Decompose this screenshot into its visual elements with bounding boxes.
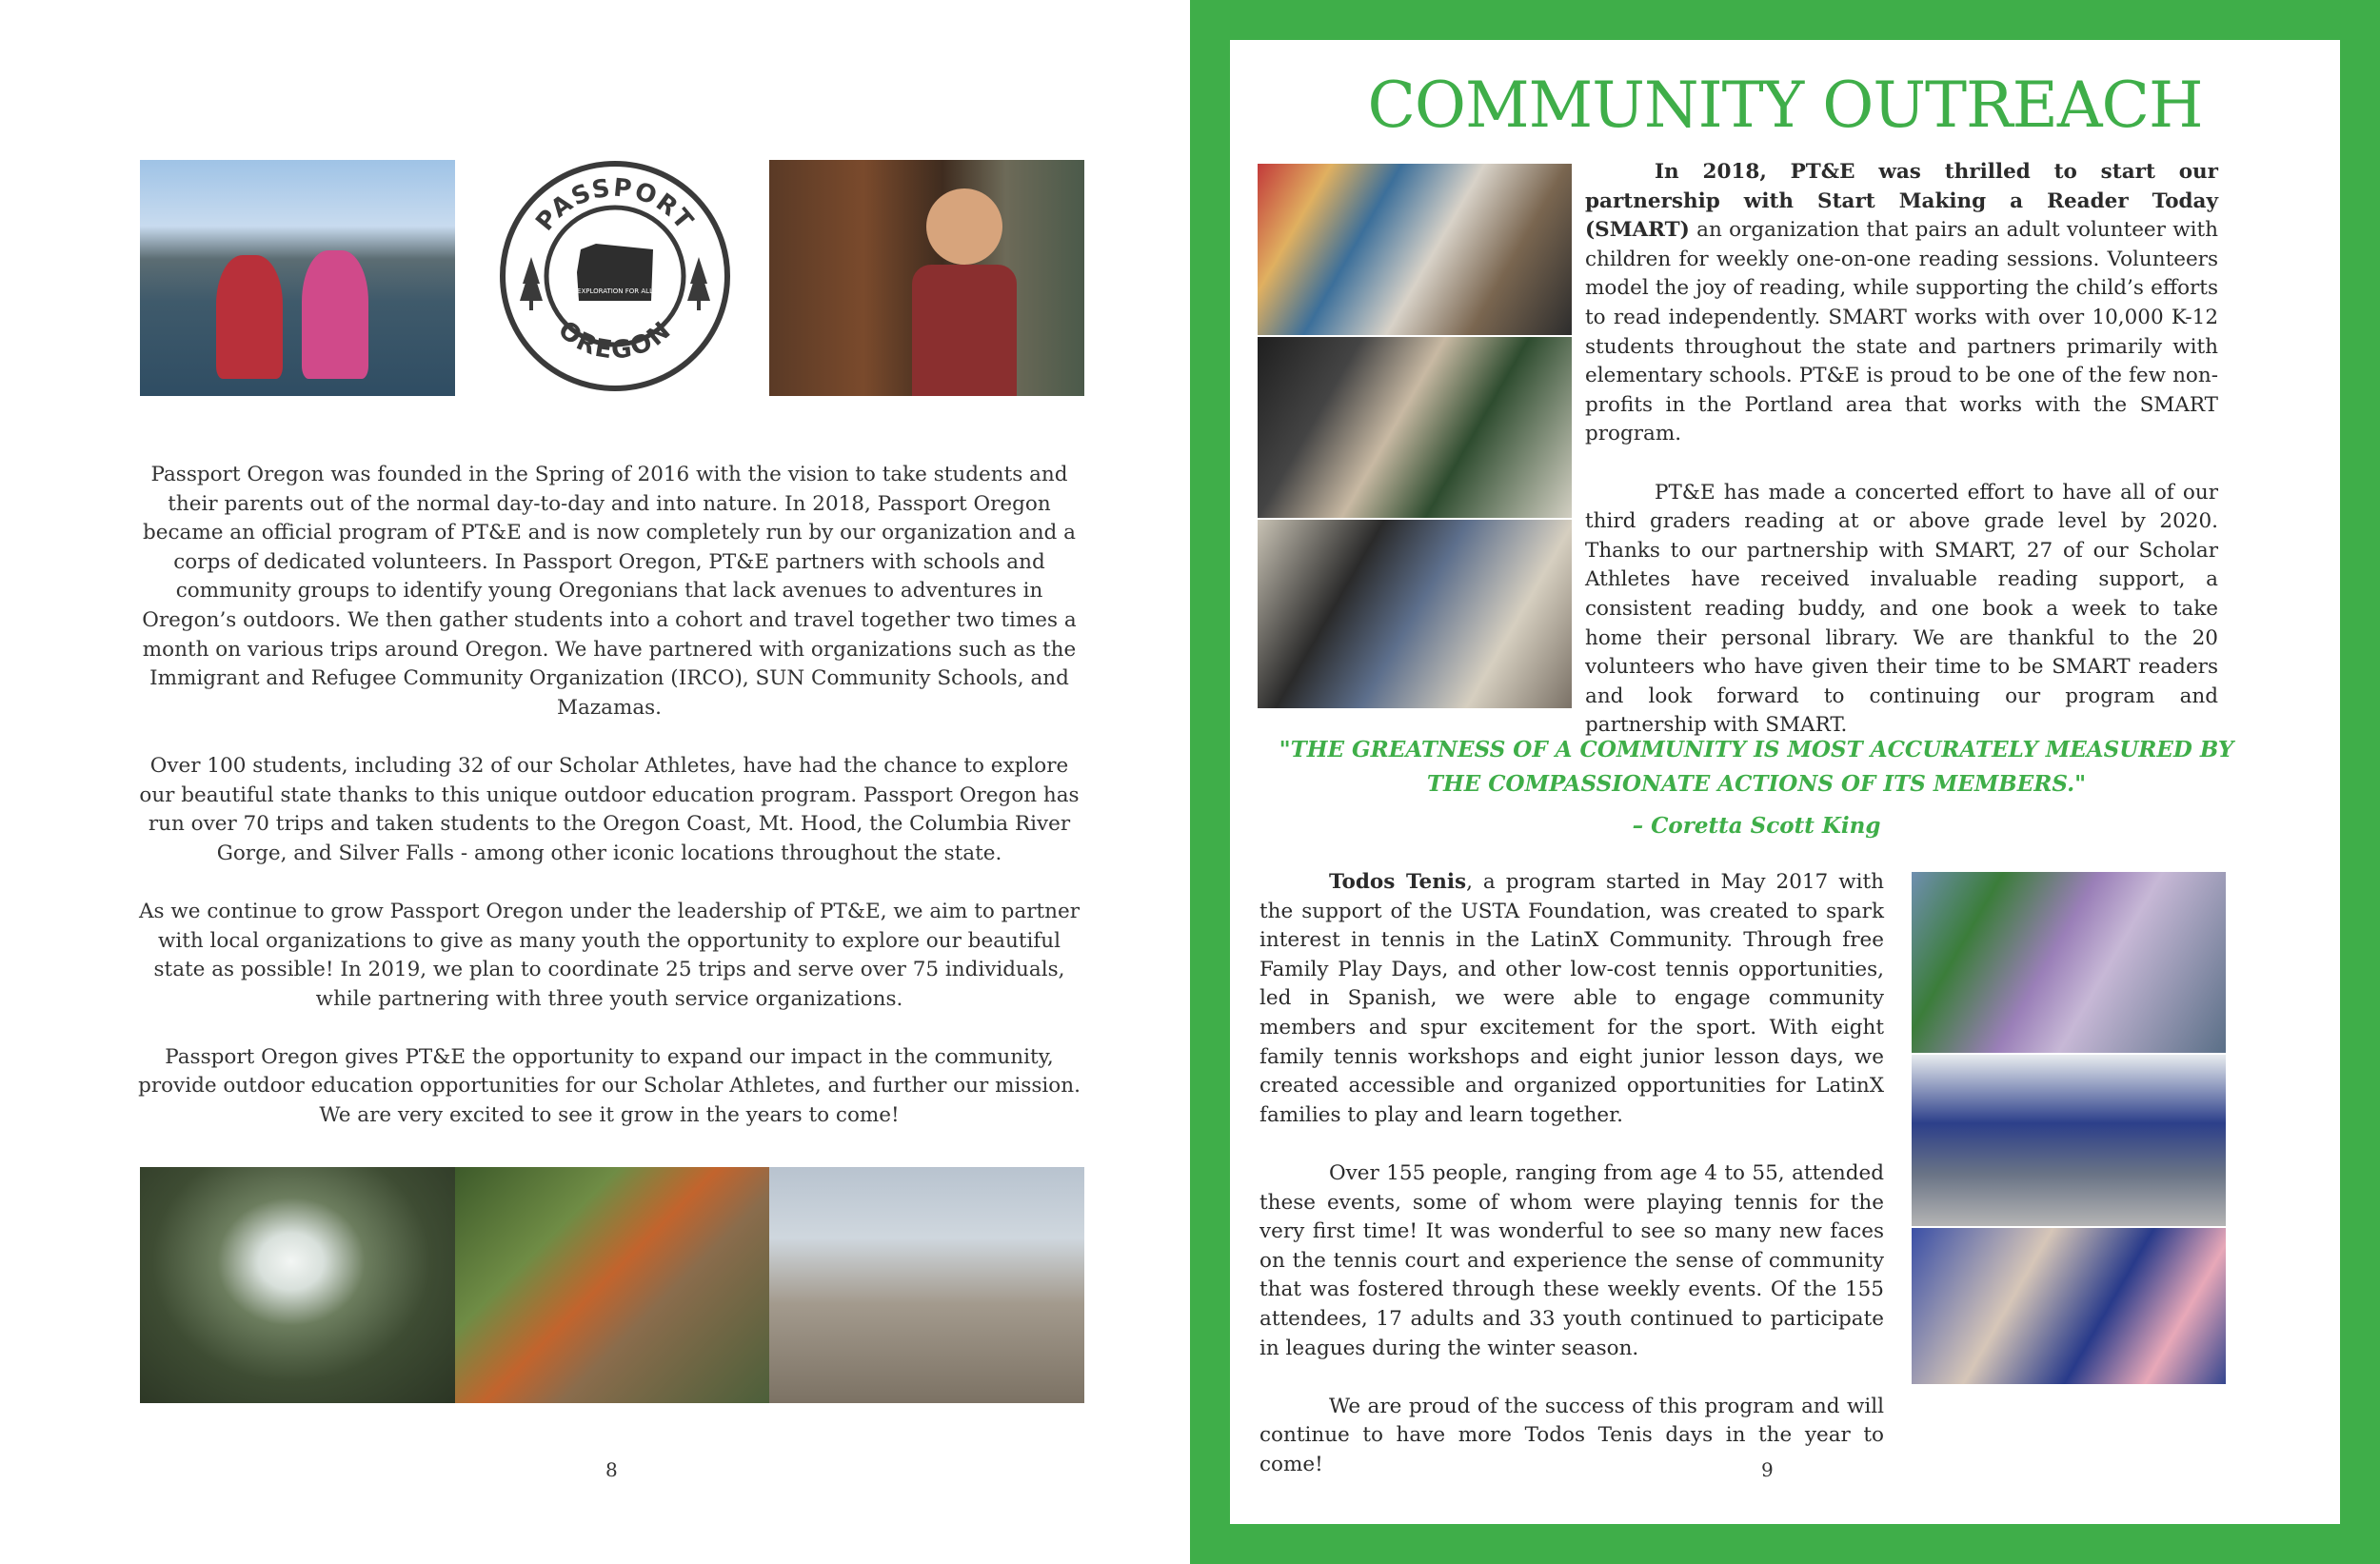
stamp-tagline: EXPLORATION FOR ALL xyxy=(577,287,653,295)
left-paragraph-4: Passport Oregon gives PT&E the opportunity to expand our impact in the community, provide outdoor education opportunities for our Scholar Athletes, and further our mission. We are very excited to see it grow in the years to come! xyxy=(138,1044,1081,1128)
stamp-bottom-text: OREGON xyxy=(552,315,678,366)
smart-intro-rest: an organization that pairs an adult volunteer with children for weekly one-on-one reading sessions. Volunteers model the joy of reading, while supporting the child’s efforts to read independently. SMART works with over 10,000 K-12 students throughout the state and partners primarily with elementary schools. PT&E is proud to be one of the few non-profits in the Portland area that works with the SMART program. xyxy=(1585,218,2218,446)
smart-text xyxy=(1585,158,2218,741)
photo-tennis-kids xyxy=(1912,1228,2226,1384)
quote-text: "THE GREATNESS OF A COMMUNITY IS MOST ACCURATELY MEASURED BY THE COMPASSIONATE ACTIONS OF ITS MEMBERS." xyxy=(1279,737,2234,797)
pine-tree-right-icon xyxy=(687,257,710,310)
photo-waterfall xyxy=(140,1167,455,1403)
photo-lake-meditation xyxy=(140,160,455,396)
passport-oregon-logo xyxy=(497,158,733,394)
tennis-paragraph-2: Over 155 people, ranging from age 4 to 55, attended these events, some of whom were playing tennis for the very first time! It was wonderful to see so many new faces on the tennis court and experience the sense of community that was fostered through these weekly events. Of the 155 attendees, 17 adults and 33 youth continued to participate in leagues during the winter season. xyxy=(1259,1160,1884,1360)
page-number-left: 8 xyxy=(605,1458,618,1481)
photo-smart-reading-3 xyxy=(1258,520,1572,708)
left-paragraph-1: Passport Oregon was founded in the Spring of 2016 with the vision to take students and their parents out of the normal day-to-day and into nature. In 2018, Passport Oregon became an official program of PT&E and is now completely run by our organization and a corps of dedicated volunteers. In Passport Oregon, PT&E partners with schools and community groups to identify young Oregonians that lack avenues to adventures in Oregon’s outdoors. We then gather students into a cohort and travel together two times a month on various trips around Oregon. We have partnered with organizations such as the Immigrant and Refugee Community Organization (IRCO), SUN Community Schools, and Mazamas. xyxy=(142,463,1077,720)
smart-paragraph-2: PT&E has made a concerted effort to have all of our third graders reading at or above grade level by 2020. Thanks to our partnership with SMART, 27 of our Scholar Athletes have received invaluable reading support, a consistent reading buddy, and one book a week to take home their personal library. We are thankful to the 20 volunteers who have given their time to be SMART readers and look forward to continuing our program and partnership with SMART. xyxy=(1585,480,2218,738)
community-outreach-heading: COMMUNITY OUTREACH xyxy=(1367,69,2203,142)
todos-tenis-text xyxy=(1259,868,1884,1479)
photo-tennis-family-day xyxy=(1912,1055,2226,1226)
left-paragraph-3: As we continue to grow Passport Oregon under the leadership of PT&E, we aim to partner with local organizations to give as many youth the opportunity to explore our beautiful state as possible! In 2019, we plan to coordinate 25 trips and serve over 75 individuals, while partnering with three youth service organizations. xyxy=(138,899,1080,1011)
todos-tenis-bold: Todos Tenis xyxy=(1329,870,1467,894)
photo-tennis-girl xyxy=(1912,872,2226,1053)
right-page xyxy=(1190,0,2380,1564)
page-number-right: 9 xyxy=(1761,1458,1774,1481)
stamp-top-text: PASSPORT xyxy=(530,173,700,237)
pine-tree-left-icon xyxy=(520,257,543,310)
smart-intro-bold: In 2018, PT&E was thrilled to start our partnership with Start Making a Reader Today (SMART) xyxy=(1585,160,2218,243)
tennis-paragraph-3: We are proud of the success of this program and will continue to have more Todos Tenis days in the year to come! xyxy=(1259,1394,1884,1476)
todos-tenis-rest: , a program started in May 2017 with the support of the USTA Foundation, was created to spark interest in tennis in the LatinX Community. Through free Family Play Days, and other low-cost tennis opportunities, led in Spanish, we were able to engage community members and spur excitement for the sport. With eight family tennis workshops and eight junior lesson days, we created accessible and organized opportunities for LatinX families to play and learn together. xyxy=(1259,870,1884,1127)
passport-oregon-text xyxy=(133,461,1085,1159)
photo-beach xyxy=(769,1167,1084,1403)
photo-forest-guide xyxy=(455,1167,769,1403)
svg-text:OREGON xyxy=(552,315,677,365)
right-page-content xyxy=(1230,40,2340,1524)
photo-smart-reading-2 xyxy=(1258,337,1572,518)
left-paragraph-2: Over 100 students, including 32 of our Scholar Athletes, have had the chance to explore our beautiful state thanks to this unique outdoor education program. Passport Oregon has run over 70 trips and taken students to the Oregon Coast, Mt. Hood, the Columbia River Gorge, and Silver Falls - among other iconic locations throughout the state. xyxy=(139,753,1080,865)
photo-smart-reading-1 xyxy=(1258,164,1572,335)
photo-girl-tree xyxy=(769,160,1084,396)
quote-author: – Coretta Scott King xyxy=(1632,813,1881,839)
